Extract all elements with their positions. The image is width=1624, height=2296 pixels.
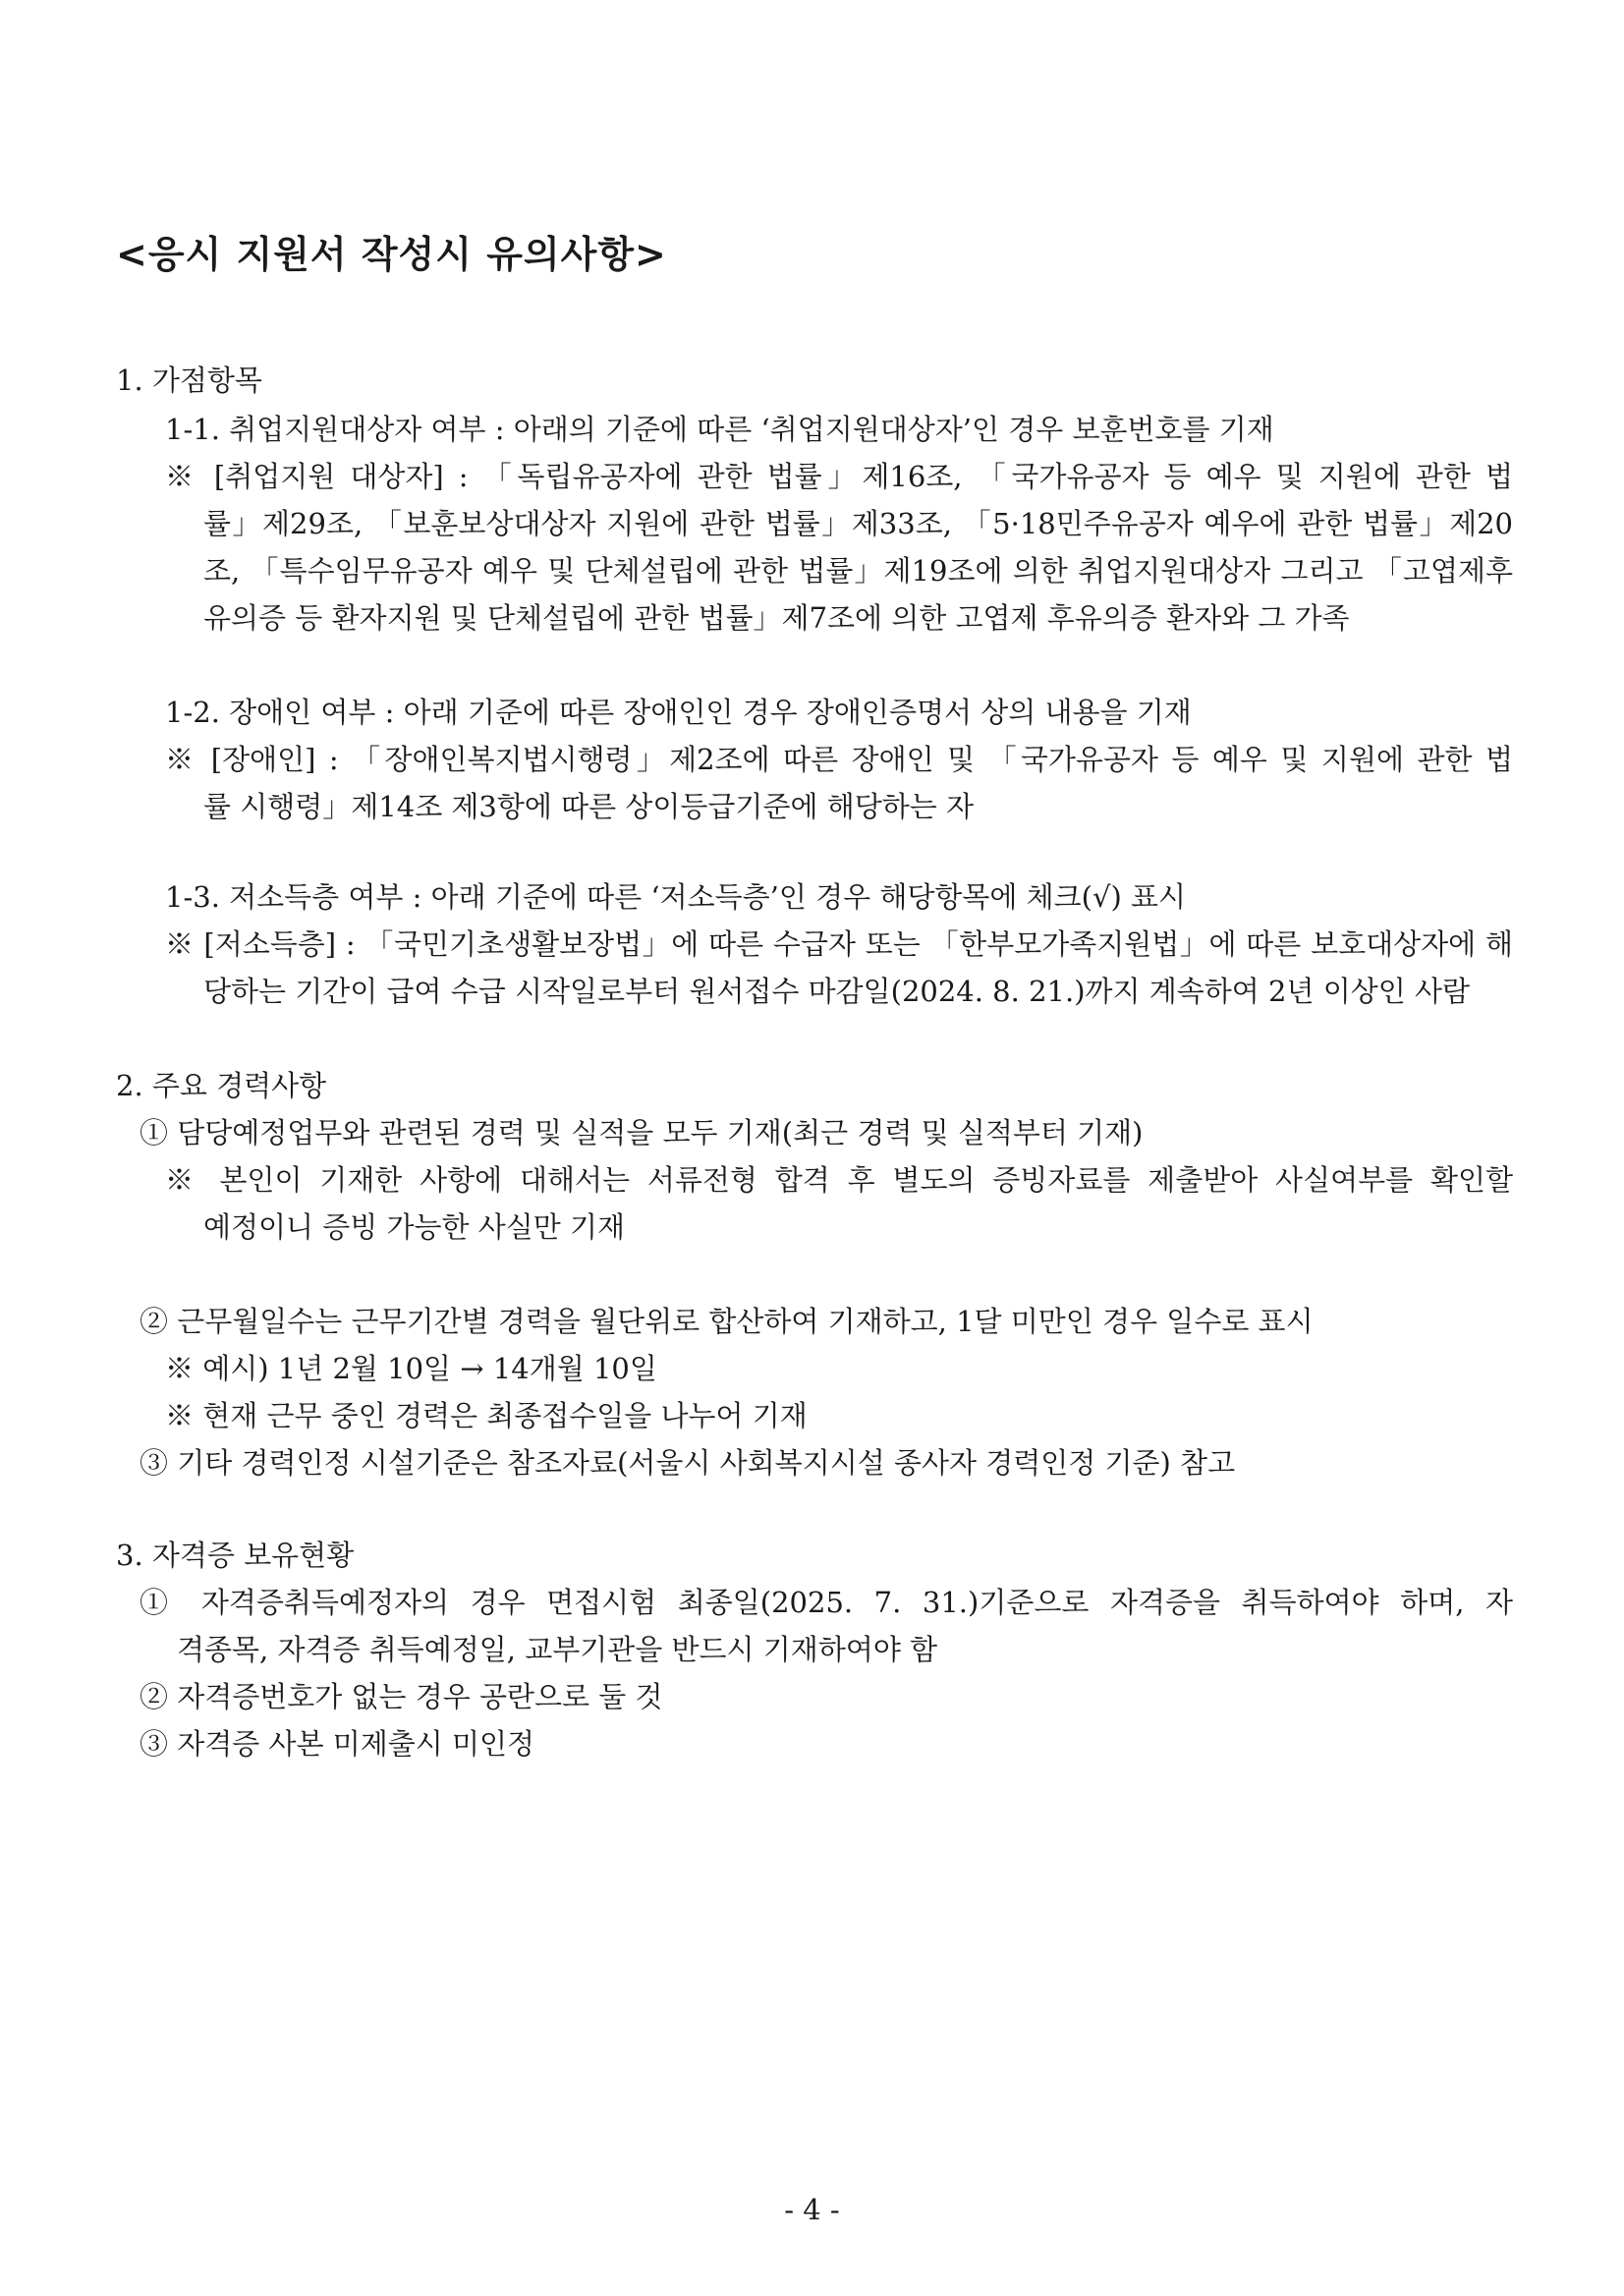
item-low-income-label: 1-3. 저소득층 여부 : 아래 기준에 따른 ‘저소득층’인 경우 해당항목에 체크(√) 표시: [165, 880, 1187, 914]
item-employment-support-label: 1-1. 취업지원대상자 여부 : 아래의 기준에 따른 ‘취업지원대상자’인 경우 보훈번호를 기재: [165, 413, 1274, 446]
item-low-income-note: ※ [저소득층] : 「국민기초생활보장법」에 따른 수급자 또는 「한부모가족지원법」에 따른 보호대상자에 해: [165, 927, 1513, 961]
item-low-income-note: 당하는 기간이 급여 수급 시작일로부터 원서접수 마감일(2024. 8. 21.)까지 계속하여 2년 이상인 사람: [203, 975, 1470, 1008]
section-heading-certificates: 3. 자격증 보유현황: [116, 1539, 355, 1572]
section-heading-bonus-items: 1. 가점항목: [116, 364, 262, 397]
item-employment-support-note: ※ [취업지원 대상자] : 「독립유공자에 관한 법률」제16조, 「국가유공자 등 예우 및 지원에 관한 법: [165, 460, 1513, 493]
career-point-1: ① 담당예정업무와 관련된 경력 및 실적을 모두 기재(최근 경력 및 실적부터 기재): [140, 1116, 1144, 1149]
page-title: <응시 지원서 작성시 유의사항>: [116, 233, 667, 276]
career-point-2-example: ※ 예시) 1년 2월 10일 → 14개월 10일: [165, 1352, 657, 1385]
career-point-3: ③ 기타 경력인정 시설기준은 참조자료(서울시 사회복지시설 종사자 경력인정 기준) 참고: [140, 1446, 1236, 1480]
career-point-1-note: 예정이니 증빙 가능한 사실만 기재: [203, 1210, 626, 1244]
item-employment-support-note: 조, 「특수임무유공자 예우 및 단체설립에 관한 법률」제19조에 의한 취업지원대상자 그리고 「고엽제후: [203, 554, 1513, 588]
certificate-point-2: ② 자격증번호가 없는 경우 공란으로 둘 것: [140, 1680, 663, 1713]
certificate-point-1: ① 자격증취득예정자의 경우 면접시험 최종일(2025. 7. 31.)기준으로 자격증을 취득하여야 하며, 자: [140, 1586, 1513, 1619]
page-number: - 4 -: [784, 2193, 840, 2226]
career-point-2: ② 근무월일수는 근무기간별 경력을 월단위로 합산하여 기재하고, 1달 미만인 경우 일수로 표시: [140, 1305, 1314, 1338]
item-employment-support-note: 률」제29조, 「보훈보상대상자 지원에 관한 법률」제33조, 「5·18민주유공자 예우에 관한 법률」제20: [203, 507, 1513, 540]
item-employment-support-note: 유의증 등 환자지원 및 단체설립에 관한 법률」제7조에 의한 고엽제 후유의증 환자와 그 가족: [203, 601, 1350, 635]
career-point-1-note: ※ 본인이 기재한 사항에 대해서는 서류전형 합격 후 별도의 증빙자료를 제출받아 사실여부를 확인할: [165, 1163, 1513, 1197]
section-heading-career: 2. 주요 경력사항: [116, 1069, 327, 1102]
item-disability-note: 률 시행령」제14조 제3항에 따른 상이등급기준에 해당하는 자: [203, 790, 974, 823]
item-disability-note: ※ [장애인] : 「장애인복지법시행령」제2조에 따른 장애인 및 「국가유공자 등 예우 및 지원에 관한 법: [165, 743, 1513, 776]
item-disability-label: 1-2. 장애인 여부 : 아래 기준에 따른 장애인인 경우 장애인증명서 상의 내용을 기재: [165, 696, 1192, 729]
certificate-point-1-continued: 격종목, 자격증 취득예정일, 교부기관을 반드시 기재하여야 함: [177, 1633, 938, 1666]
certificate-point-3: ③ 자격증 사본 미제출시 미인정: [140, 1727, 535, 1761]
career-point-2-note: ※ 현재 근무 중인 경력은 최종접수일을 나누어 기재: [165, 1399, 808, 1432]
